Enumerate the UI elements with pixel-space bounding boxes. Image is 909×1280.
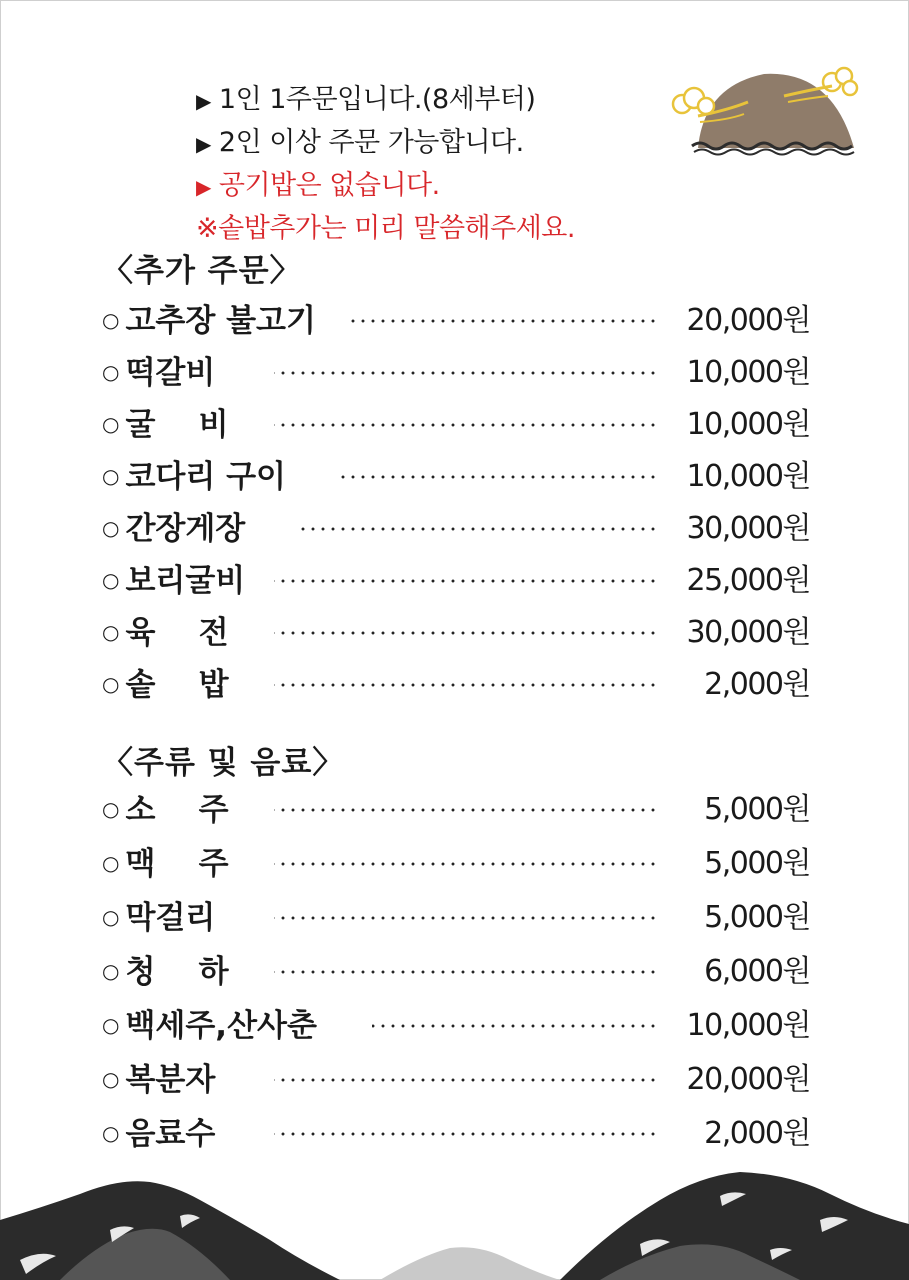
drinks-menu-list bbox=[102, 784, 810, 1162]
leader-dots bbox=[372, 1024, 658, 1028]
extra-menu-list bbox=[102, 295, 810, 711]
note-sotbap: ※솥밥추가는 미리 말씀해주세요. bbox=[196, 213, 575, 244]
circle-bullet-icon: ○ bbox=[102, 412, 120, 436]
item-price: 30,000원 bbox=[686, 511, 810, 546]
circle-bullet-icon: ○ bbox=[102, 516, 120, 540]
menu-item bbox=[102, 555, 810, 607]
menu-item bbox=[102, 607, 810, 659]
circle-bullet-icon: ○ bbox=[102, 1121, 120, 1145]
circle-bullet-icon: ○ bbox=[102, 1013, 120, 1037]
circle-bullet-icon: ○ bbox=[102, 797, 120, 821]
item-name: 청 하 bbox=[125, 954, 229, 990]
menu-item bbox=[102, 451, 810, 503]
ink-mountains-illustration bbox=[0, 1160, 909, 1280]
menu-item bbox=[102, 892, 810, 946]
menu-item bbox=[102, 347, 810, 399]
menu-item bbox=[102, 659, 810, 711]
circle-bullet-icon: ○ bbox=[102, 568, 120, 592]
leader-dots bbox=[274, 631, 658, 635]
menu-item bbox=[102, 946, 810, 1000]
menu-item bbox=[102, 1000, 810, 1054]
menu-item bbox=[102, 503, 810, 555]
item-price: 10,000원 bbox=[686, 1008, 810, 1043]
circle-bullet-icon: ○ bbox=[102, 360, 120, 384]
item-name: 막걸리 bbox=[125, 900, 216, 936]
leader-dots bbox=[274, 423, 658, 427]
order-notes bbox=[196, 78, 575, 250]
leader-dots bbox=[274, 371, 658, 375]
item-price: 25,000원 bbox=[686, 563, 810, 598]
sun-with-clouds-icon bbox=[664, 62, 864, 162]
menu-item bbox=[102, 399, 810, 451]
item-name: 육 전 bbox=[125, 615, 229, 651]
leader-dots bbox=[274, 683, 658, 687]
item-name: 백세주,산사춘 bbox=[125, 1008, 317, 1044]
leader-dots bbox=[274, 579, 658, 583]
item-name: 소 주 bbox=[125, 792, 229, 828]
circle-bullet-icon: ○ bbox=[102, 959, 120, 983]
item-name: 굴 비 bbox=[125, 407, 229, 443]
item-name: 코다리 구이 bbox=[125, 459, 286, 495]
menu-item bbox=[102, 838, 810, 892]
leader-dots bbox=[274, 1078, 658, 1082]
triangle-bullet-icon: ▶ bbox=[196, 175, 211, 199]
item-price: 5,000원 bbox=[704, 846, 810, 881]
triangle-bullet-icon: ▶ bbox=[196, 132, 211, 156]
leader-dots bbox=[346, 319, 658, 323]
circle-bullet-icon: ○ bbox=[102, 905, 120, 929]
item-name: 보리굴비 bbox=[125, 563, 246, 599]
triangle-bullet-icon: ▶ bbox=[196, 89, 211, 113]
item-price: 10,000원 bbox=[686, 459, 810, 494]
item-price: 20,000원 bbox=[686, 303, 810, 338]
note-two-or-more: ▶ 2인 이상 주문 가능합니다. bbox=[196, 127, 524, 158]
leader-dots bbox=[274, 808, 658, 812]
item-price: 30,000원 bbox=[686, 615, 810, 650]
item-price: 2,000원 bbox=[704, 1116, 810, 1151]
menu-item bbox=[102, 1108, 810, 1162]
item-name: 간장게장 bbox=[125, 511, 246, 547]
item-price: 5,000원 bbox=[704, 900, 810, 935]
note-no-rice: ▶ 공기밥은 없습니다. bbox=[196, 170, 440, 201]
item-price: 5,000원 bbox=[704, 792, 810, 827]
circle-bullet-icon: ○ bbox=[102, 851, 120, 875]
item-name: 고추장 불고기 bbox=[125, 303, 316, 339]
item-name: 떡갈비 bbox=[125, 355, 216, 391]
leader-dots bbox=[274, 1132, 658, 1136]
menu-item bbox=[102, 784, 810, 838]
circle-bullet-icon: ○ bbox=[102, 672, 120, 696]
item-price: 10,000원 bbox=[686, 407, 810, 442]
item-price: 6,000원 bbox=[704, 954, 810, 989]
note-one-per-person: ▶ 1인 1주문입니다.(8세부터) bbox=[196, 84, 536, 115]
circle-bullet-icon: ○ bbox=[102, 1067, 120, 1091]
item-name: 복분자 bbox=[125, 1062, 216, 1098]
circle-bullet-icon: ○ bbox=[102, 464, 120, 488]
menu-item bbox=[102, 295, 810, 347]
circle-bullet-icon: ○ bbox=[102, 620, 120, 644]
circle-bullet-icon: ○ bbox=[102, 308, 120, 332]
leader-dots bbox=[300, 527, 658, 531]
menu-item bbox=[102, 1054, 810, 1108]
leader-dots bbox=[274, 970, 658, 974]
item-price: 10,000원 bbox=[686, 355, 810, 390]
item-name: 음료수 bbox=[125, 1116, 216, 1152]
section-title-extra: 〈추가 주문〉 bbox=[102, 253, 302, 289]
item-name: 솥 밥 bbox=[125, 667, 229, 703]
leader-dots bbox=[274, 862, 658, 866]
item-name: 맥 주 bbox=[125, 846, 229, 882]
leader-dots bbox=[338, 475, 658, 479]
section-title-drinks: 〈주류 및 음료〉 bbox=[102, 745, 345, 781]
item-price: 2,000원 bbox=[704, 667, 810, 702]
item-price: 20,000원 bbox=[686, 1062, 810, 1097]
leader-dots bbox=[274, 916, 658, 920]
